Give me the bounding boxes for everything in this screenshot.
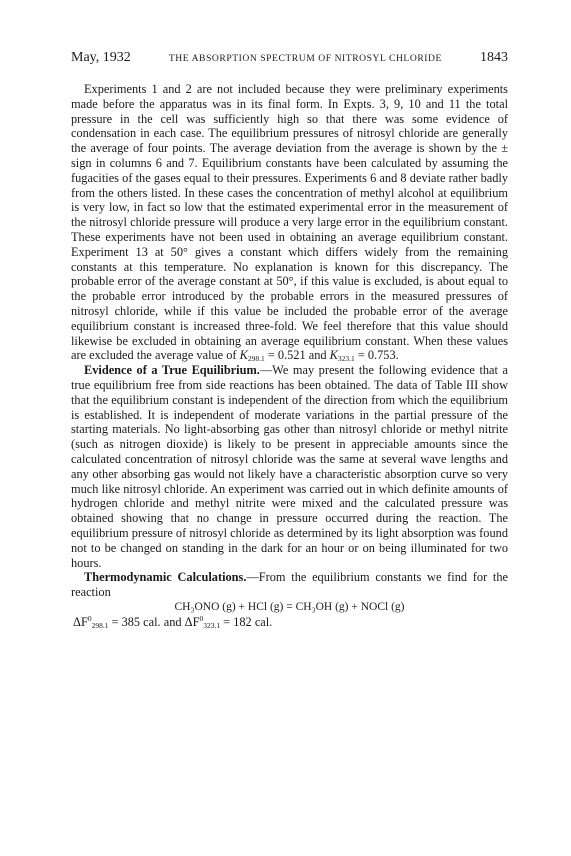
k298-value: = 0.521 and	[264, 348, 330, 363]
section-heading-evidence: Evidence of a True Equilibrium.	[84, 363, 260, 378]
paragraph-evidence-text: —We may present the following evidence that a true equilibrium free from side reactions has been obtained. The data of Table III show that the equilibrium constant is independent of the direction from which the equilibrium is established. It is independent of moderate variations in the partial pressure of the starting materials. No light-absorbing gas other than nitrosyl chloride or methyl nitrite (such as nitrogen dioxide) is likely to be present in appreciable amounts since the calculated concentration of nitrosyl chloride was the same at several wave lengths and any other absorbing gas would not likely have a characteristic absorption curve so very much like nitrosyl chloride. An experiment was carried out in which definite amounts of hydrogen chloride and methyl nitrite were mixed and the calculated pressure was obtained showing that no change in pressure occurred during the reaction. The equilibrium pressure of nitrosyl chloride as determined by its light absorption was found not to be changed on standing in the dark for an hour or on being illuminated for two hours.	[71, 363, 508, 570]
k298-symbol: K	[239, 348, 248, 363]
delta-f-323-symbol: ΔF	[184, 614, 200, 629]
paragraph-thermodynamic-text: —From the equilibrium constants we find for the reaction	[71, 570, 508, 600]
paragraph-experiments-text: Experiments 1 and 2 are not included because they were preliminary experiments made before the apparatus was in its final form. In Expts. 3, 9, 10 and 11 the total pressure in the cell was sufficiently high so that there was some evidence of condensation in each case. The equilibrium pressures of nitrosyl chloride are generally the average of four points. The average deviation from the average is shown by the ± sign in columns 6 and 7. Equilibrium constants have been calculated by assuming the fugacities of the gases equal to their pressures. Experiments 6 and 8 deviate rather badly from the others listed. In these cases the concentration of methyl alcohol at equilibrium is very low, in fact so low that the estimated experimental error in the measurement of the nitrosyl chloride pressure will produce a very large error in the equilibrium constant. These experiments have not been used in obtaining an average equilibrium constant. Experiment 13 at 50° gives a constant which differs widely from the remaining constants at this temperature. No explanation is known for this discrepancy. The probable error of the average constant at 50°, if this value is excluded, is about equal to the probable error introduced by the probable errors in the measured pressures of nitrosyl chloride, while if this value be included the probable error of the average equilibrium constant is increased three-fold. We feel therefore that this value should likewise be excluded in obtaining an average equilibrium constant. When these values are excluded the average value of	[71, 82, 508, 363]
delta-f-298-symbol: ΔF	[73, 614, 88, 629]
header-date: May, 1932	[71, 50, 131, 65]
k298-subscript: 298.1	[247, 354, 265, 364]
reaction-equation: CH₃ONO (g) + HCl (g) = CH₃OH (g) + NOCl (g)	[174, 600, 405, 613]
paragraph-experiments	[71, 82, 508, 363]
running-header	[71, 50, 508, 66]
delta-f-323-subscript: 323.1	[203, 620, 221, 630]
delta-f-298-subscript: 298.1	[91, 620, 109, 630]
section-heading-thermodynamic: Thermodynamic Calculations.	[84, 570, 247, 585]
paper-page	[71, 50, 508, 629]
delta-f-298-superscript: 0	[87, 613, 92, 623]
header-page-number: 1843	[480, 50, 508, 65]
header-title: THE ABSORPTION SPECTRUM OF NITROSYL CHLORIDE	[168, 53, 442, 64]
paragraph-evidence	[71, 363, 508, 570]
delta-f-298-value: = 385 cal. and	[108, 614, 185, 629]
delta-f-323-value: = 182 cal.	[220, 614, 273, 629]
delta-f-323-superscript: 0	[199, 613, 204, 623]
k323-value: = 0.753.	[354, 348, 399, 363]
k323-symbol: K	[329, 348, 338, 363]
free-energy-values	[73, 615, 508, 630]
k323-subscript: 323.1	[337, 354, 355, 364]
paragraph-thermodynamic	[71, 570, 508, 600]
